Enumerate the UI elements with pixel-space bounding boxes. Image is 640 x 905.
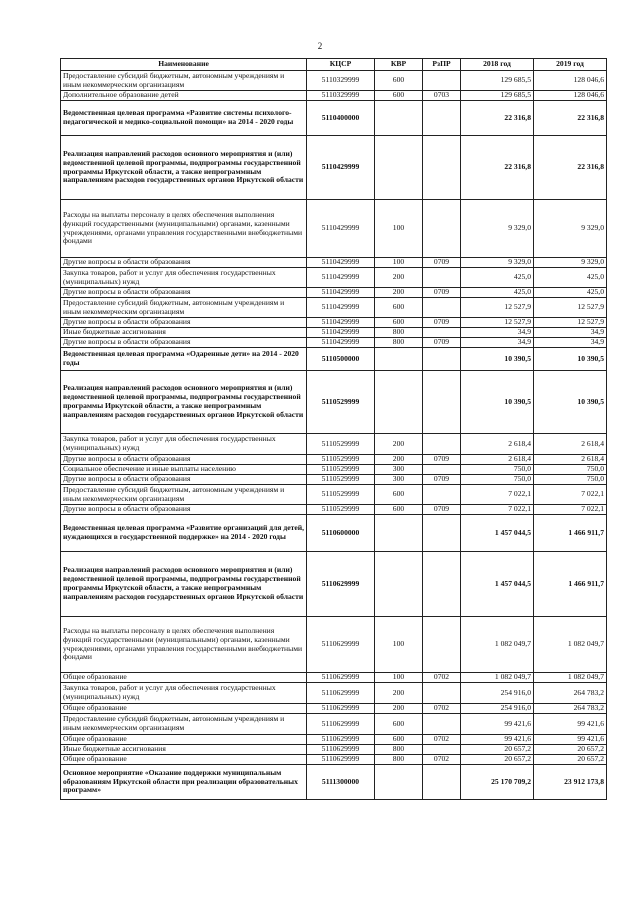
cell-rzpr: 0709	[423, 258, 461, 268]
cell-name: Социальное обеспечение и иные выплаты населению	[61, 465, 307, 475]
cell-kvr: 100	[375, 673, 423, 683]
cell-name: Реализация направлений расходов основного мероприятия и (или) ведомственной целевой программы, подпрограммы государственной программы Иркутской области, а также непрограммным направлениям расходов государственных органов Иркутской области	[61, 136, 307, 200]
table-row	[61, 745, 607, 755]
cell-kvr: 100	[375, 617, 423, 673]
cell-2019: 22 316,8	[534, 136, 607, 200]
cell-rzpr	[423, 714, 461, 735]
cell-kvr: 100	[375, 200, 423, 258]
cell-kcsr: 5110429999	[307, 200, 375, 258]
table-row	[61, 348, 607, 371]
table-row	[61, 485, 607, 505]
cell-2018: 22 316,8	[461, 136, 534, 200]
cell-rzpr	[423, 465, 461, 475]
cell-name: Другие вопросы в области образования	[61, 318, 307, 328]
cell-kcsr: 5110329999	[307, 91, 375, 101]
cell-rzpr	[423, 552, 461, 617]
cell-kvr: 600	[375, 71, 423, 91]
cell-kvr	[375, 371, 423, 434]
cell-2019: 425,0	[534, 268, 607, 288]
cell-2019: 128 046,6	[534, 71, 607, 91]
cell-rzpr	[423, 136, 461, 200]
table-row	[61, 465, 607, 475]
cell-2019: 9 329,0	[534, 258, 607, 268]
cell-kvr: 200	[375, 704, 423, 714]
cell-kcsr: 5110629999	[307, 673, 375, 683]
table-row	[61, 371, 607, 434]
cell-rzpr: 0709	[423, 505, 461, 515]
cell-kcsr: 5110429999	[307, 298, 375, 318]
cell-2019: 34,9	[534, 328, 607, 338]
cell-2018: 99 421,6	[461, 735, 534, 745]
cell-name: Другие вопросы в области образования	[61, 258, 307, 268]
table-row	[61, 318, 607, 328]
cell-2018: 12 527,9	[461, 318, 534, 328]
cell-rzpr	[423, 745, 461, 755]
cell-kcsr: 5110629999	[307, 714, 375, 735]
table-row	[61, 101, 607, 136]
cell-kvr	[375, 552, 423, 617]
cell-2018: 1 082 049,7	[461, 617, 534, 673]
cell-kcsr: 5110429999	[307, 268, 375, 288]
cell-name: Предоставление субсидий бюджетным, автономным учреждениям и иным некоммерческим организациям	[61, 71, 307, 91]
cell-rzpr: 0709	[423, 338, 461, 348]
cell-rzpr	[423, 371, 461, 434]
cell-kcsr: 5110429999	[307, 318, 375, 328]
cell-name: Предоставление субсидий бюджетным, автономным учреждениям и иным некоммерческим организациям	[61, 298, 307, 318]
cell-2019: 20 657,2	[534, 755, 607, 765]
cell-2019: 264 783,2	[534, 704, 607, 714]
cell-name: Предоставление субсидий бюджетным, автономным учреждениям и иным некоммерческим организациям	[61, 714, 307, 735]
cell-2018: 34,9	[461, 338, 534, 348]
cell-kvr: 200	[375, 288, 423, 298]
cell-kcsr: 5110529999	[307, 434, 375, 455]
cell-name: Общее образование	[61, 673, 307, 683]
cell-2019: 750,0	[534, 465, 607, 475]
cell-name: Ведомственная целевая программа «Одаренные дети» на 2014 - 2020 годы	[61, 348, 307, 371]
cell-2018: 425,0	[461, 268, 534, 288]
cell-name: Ведомственная целевая программа «Развитие организаций для детей, нуждающихся в государственной поддержке» на 2014 - 2020 годы	[61, 515, 307, 552]
cell-name: Закупка товаров, работ и услуг для обеспечения государственных (муниципальных) нужд	[61, 683, 307, 704]
cell-name: Расходы на выплаты персоналу в целях обеспечения выполнения функций государственными (муниципальными) органами, казенными учреждениями, органами управления государственными внебюджетными фондами	[61, 200, 307, 258]
cell-2019: 2 618,4	[534, 434, 607, 455]
cell-2018: 20 657,2	[461, 745, 534, 755]
cell-2018: 20 657,2	[461, 755, 534, 765]
cell-kcsr: 5110529999	[307, 455, 375, 465]
cell-2018: 7 022,1	[461, 505, 534, 515]
table-row	[61, 338, 607, 348]
cell-name: Предоставление субсидий бюджетным, автономным учреждениям и иным некоммерческим организациям	[61, 485, 307, 505]
cell-2018: 1 457 044,5	[461, 552, 534, 617]
cell-2019: 1 082 049,7	[534, 617, 607, 673]
cell-2019: 128 046,6	[534, 91, 607, 101]
cell-kvr: 200	[375, 455, 423, 465]
cell-name: Дополнительное образование детей	[61, 91, 307, 101]
cell-2019: 425,0	[534, 288, 607, 298]
cell-kvr: 200	[375, 434, 423, 455]
cell-kcsr: 5110600000	[307, 515, 375, 552]
cell-kvr: 800	[375, 338, 423, 348]
cell-name: Реализация направлений расходов основного мероприятия и (или) ведомственной целевой программы, подпрограммы государственной программы Иркутской области, а также непрограммным направлениям расходов государственных органов Иркутской области	[61, 371, 307, 434]
cell-2018: 129 685,5	[461, 71, 534, 91]
cell-rzpr: 0709	[423, 288, 461, 298]
cell-kvr	[375, 101, 423, 136]
cell-kvr: 600	[375, 318, 423, 328]
cell-name: Общее образование	[61, 704, 307, 714]
cell-rzpr: 0709	[423, 455, 461, 465]
cell-2018: 9 329,0	[461, 200, 534, 258]
cell-kvr: 300	[375, 475, 423, 485]
table-row	[61, 91, 607, 101]
table-row	[61, 475, 607, 485]
cell-name: Другие вопросы в области образования	[61, 505, 307, 515]
table-row	[61, 200, 607, 258]
cell-rzpr	[423, 101, 461, 136]
cell-name: Основное мероприятие «Оказание поддержки муниципальным образованиям Иркутской области при реализации образовательных программ»	[61, 765, 307, 800]
cell-name: Общее образование	[61, 735, 307, 745]
cell-2019: 7 022,1	[534, 485, 607, 505]
cell-kcsr: 5110429999	[307, 328, 375, 338]
table-row	[61, 298, 607, 318]
cell-kvr: 600	[375, 714, 423, 735]
table-row	[61, 735, 607, 745]
cell-2019: 12 527,9	[534, 298, 607, 318]
cell-2018: 12 527,9	[461, 298, 534, 318]
cell-rzpr	[423, 515, 461, 552]
cell-kcsr: 5110429999	[307, 338, 375, 348]
cell-kvr: 800	[375, 745, 423, 755]
cell-2018: 25 170 709,2	[461, 765, 534, 800]
cell-2018: 1 082 049,7	[461, 673, 534, 683]
table-row	[61, 71, 607, 91]
table-row	[61, 683, 607, 704]
page-number: 2	[317, 41, 323, 51]
cell-2018: 129 685,5	[461, 91, 534, 101]
cell-name: Расходы на выплаты персоналу в целях обеспечения выполнения функций государственными (муниципальными) органами, казенными учреждениями, органами управления государственными внебюджетными фондами	[61, 617, 307, 673]
cell-name: Закупка товаров, работ и услуг для обеспечения государственных (муниципальных) нужд	[61, 268, 307, 288]
table-row	[61, 755, 607, 765]
cell-kvr	[375, 136, 423, 200]
cell-kcsr: 5110629999	[307, 704, 375, 714]
cell-rzpr	[423, 485, 461, 505]
cell-2019: 23 912 173,8	[534, 765, 607, 800]
cell-2018: 99 421,6	[461, 714, 534, 735]
cell-kcsr: 5110329999	[307, 71, 375, 91]
cell-2018: 254 916,0	[461, 683, 534, 704]
cell-rzpr: 0702	[423, 755, 461, 765]
cell-2018: 2 618,4	[461, 434, 534, 455]
cell-2018: 750,0	[461, 465, 534, 475]
cell-kcsr: 5110629999	[307, 745, 375, 755]
cell-2018: 254 916,0	[461, 704, 534, 714]
cell-name: Реализация направлений расходов основного мероприятия и (или) ведомственной целевой программы, подпрограммы государственной программы Иркутской области, а также непрограммным направлениям расходов государственных органов Иркутской области	[61, 552, 307, 617]
cell-2019: 1 466 911,7	[534, 552, 607, 617]
table-body	[61, 71, 607, 800]
cell-name: Другие вопросы в области образования	[61, 338, 307, 348]
cell-rzpr	[423, 268, 461, 288]
cell-kvr: 600	[375, 91, 423, 101]
table-row	[61, 617, 607, 673]
cell-kcsr: 5110529999	[307, 485, 375, 505]
cell-2018: 9 329,0	[461, 258, 534, 268]
cell-name: Иные бюджетные ассигнования	[61, 328, 307, 338]
cell-rzpr	[423, 765, 461, 800]
cell-2018: 1 457 044,5	[461, 515, 534, 552]
cell-kcsr: 5111300000	[307, 765, 375, 800]
cell-kcsr: 5110429999	[307, 258, 375, 268]
cell-kvr	[375, 515, 423, 552]
cell-name: Другие вопросы в области образования	[61, 475, 307, 485]
cell-kvr: 600	[375, 505, 423, 515]
cell-kcsr: 5110529999	[307, 371, 375, 434]
cell-rzpr: 0702	[423, 735, 461, 745]
cell-rzpr	[423, 434, 461, 455]
cell-kvr: 200	[375, 683, 423, 704]
cell-2019: 2 618,4	[534, 455, 607, 465]
cell-kcsr: 5110629999	[307, 617, 375, 673]
cell-kvr	[375, 348, 423, 371]
cell-kvr: 800	[375, 755, 423, 765]
table-row	[61, 258, 607, 268]
cell-2019: 99 421,6	[534, 735, 607, 745]
cell-2018: 34,9	[461, 328, 534, 338]
table-row	[61, 288, 607, 298]
cell-2018: 10 390,5	[461, 371, 534, 434]
table-row	[61, 552, 607, 617]
cell-rzpr	[423, 298, 461, 318]
header-2019: 2019 год	[534, 59, 607, 71]
cell-kcsr: 5110400000	[307, 101, 375, 136]
table-row	[61, 714, 607, 735]
cell-2019: 9 329,0	[534, 200, 607, 258]
cell-name: Другие вопросы в области образования	[61, 288, 307, 298]
cell-2018: 10 390,5	[461, 348, 534, 371]
table-row	[61, 455, 607, 465]
table-row	[61, 328, 607, 338]
cell-kcsr: 5110629999	[307, 683, 375, 704]
cell-kvr: 100	[375, 258, 423, 268]
cell-kvr: 600	[375, 485, 423, 505]
cell-2019: 7 022,1	[534, 505, 607, 515]
cell-kcsr: 5110629999	[307, 552, 375, 617]
cell-rzpr: 0702	[423, 673, 461, 683]
cell-2019: 750,0	[534, 475, 607, 485]
header-rzpr: РзПР	[423, 59, 461, 71]
cell-rzpr: 0709	[423, 475, 461, 485]
cell-2018: 425,0	[461, 288, 534, 298]
table-row	[61, 765, 607, 800]
table-header-row	[61, 59, 607, 71]
cell-2018: 7 022,1	[461, 485, 534, 505]
cell-kcsr: 5110529999	[307, 465, 375, 475]
header-name: Наименование	[61, 59, 307, 71]
cell-kcsr: 5110629999	[307, 755, 375, 765]
cell-2018: 750,0	[461, 475, 534, 485]
cell-2019: 99 421,6	[534, 714, 607, 735]
cell-2018: 22 316,8	[461, 101, 534, 136]
header-2018: 2018 год	[461, 59, 534, 71]
cell-2019: 12 527,9	[534, 318, 607, 328]
cell-2019: 22 316,8	[534, 101, 607, 136]
header-kvr: КВР	[375, 59, 423, 71]
table-row	[61, 704, 607, 714]
cell-2019: 10 390,5	[534, 348, 607, 371]
cell-2019: 10 390,5	[534, 371, 607, 434]
cell-name: Другие вопросы в области образования	[61, 455, 307, 465]
cell-kcsr: 5110429999	[307, 136, 375, 200]
table-row	[61, 268, 607, 288]
cell-rzpr	[423, 328, 461, 338]
cell-2019: 1 466 911,7	[534, 515, 607, 552]
cell-kvr: 200	[375, 268, 423, 288]
cell-kcsr: 5110529999	[307, 505, 375, 515]
cell-kvr	[375, 765, 423, 800]
cell-rzpr: 0702	[423, 704, 461, 714]
cell-2019: 1 082 049,7	[534, 673, 607, 683]
budget-table	[60, 58, 607, 800]
cell-name: Ведомственная целевая программа «Развитие системы психолого-педагогической и медико-социальной помощи» на 2014 - 2020 годы	[61, 101, 307, 136]
cell-rzpr	[423, 683, 461, 704]
cell-kvr: 800	[375, 328, 423, 338]
cell-kcsr: 5110629999	[307, 735, 375, 745]
cell-rzpr: 0703	[423, 91, 461, 101]
cell-kcsr: 5110500000	[307, 348, 375, 371]
cell-2019: 20 657,2	[534, 745, 607, 755]
cell-kcsr: 5110529999	[307, 475, 375, 485]
cell-kvr: 600	[375, 735, 423, 745]
cell-rzpr	[423, 617, 461, 673]
cell-2019: 34,9	[534, 338, 607, 348]
cell-name: Иные бюджетные ассигнования	[61, 745, 307, 755]
cell-2019: 264 783,2	[534, 683, 607, 704]
cell-rzpr	[423, 200, 461, 258]
table-row	[61, 434, 607, 455]
cell-rzpr	[423, 71, 461, 91]
cell-kcsr: 5110429999	[307, 288, 375, 298]
table-row	[61, 136, 607, 200]
cell-2018: 2 618,4	[461, 455, 534, 465]
cell-name: Общее образование	[61, 755, 307, 765]
header-kcsr: КЦСР	[307, 59, 375, 71]
table-row	[61, 515, 607, 552]
cell-name: Закупка товаров, работ и услуг для обеспечения государственных (муниципальных) нужд	[61, 434, 307, 455]
cell-rzpr: 0709	[423, 318, 461, 328]
cell-rzpr	[423, 348, 461, 371]
cell-kvr: 600	[375, 298, 423, 318]
table-row	[61, 505, 607, 515]
cell-kvr: 300	[375, 465, 423, 475]
table-row	[61, 673, 607, 683]
